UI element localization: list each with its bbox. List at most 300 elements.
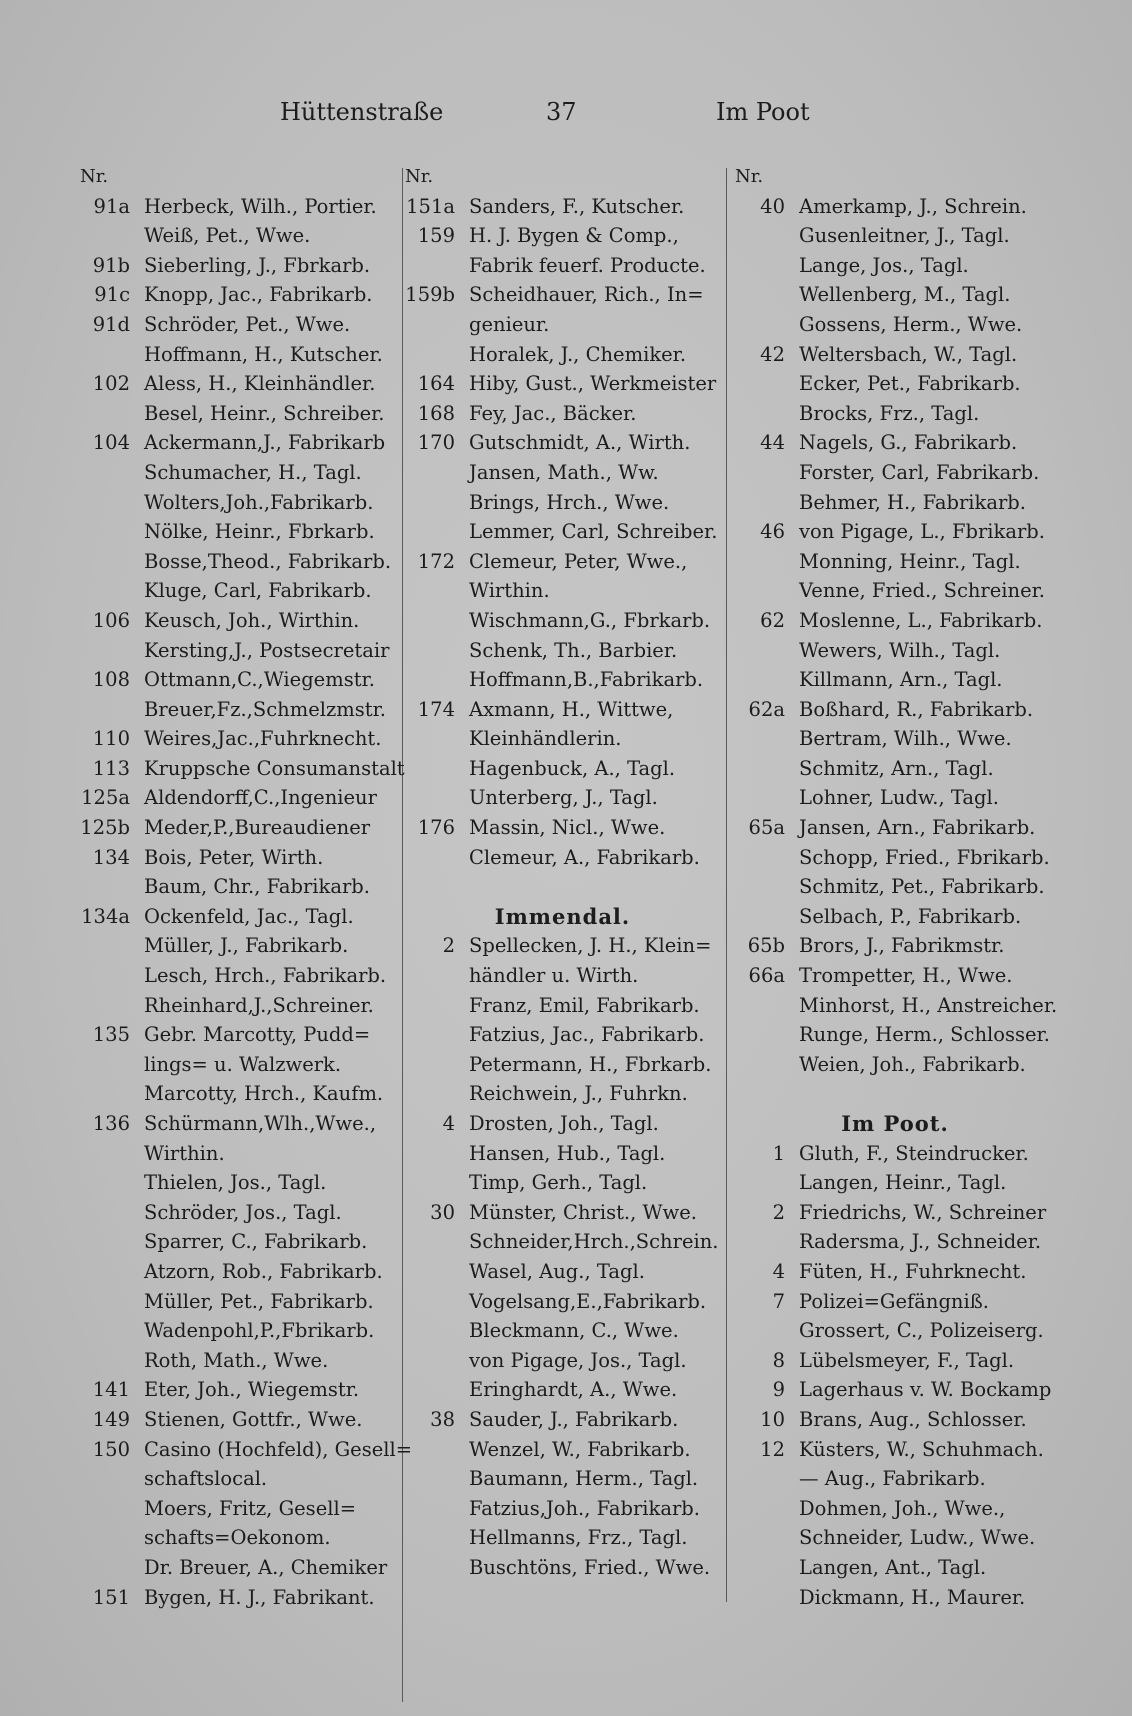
directory-entry	[735, 606, 1055, 636]
resident-name: Hansen, Hub., Tagl.	[469, 1141, 666, 1165]
house-number: 159	[417, 224, 455, 248]
resident-name: Wirthin.	[469, 579, 550, 603]
directory-entry	[405, 1227, 720, 1257]
directory-entry	[80, 961, 395, 991]
resident-name: Atzorn, Rob., Fabrikarb.	[144, 1259, 383, 1283]
directory-entry	[405, 1020, 720, 1050]
resident-name: Bosse,Theod., Fabrikarb.	[144, 549, 392, 573]
resident-name: Lübelsmeyer, F., Tagl.	[799, 1348, 1015, 1372]
directory-entry	[735, 1198, 1055, 1228]
directory-entry	[405, 576, 720, 606]
resident-name: Moers, Fritz, Gesell=	[144, 1496, 357, 1520]
resident-name: Schröder, Jos., Tagl.	[144, 1200, 342, 1224]
resident-name: Aldendorff,C.,Ingenieur	[144, 786, 377, 810]
directory-entry	[405, 1109, 720, 1139]
resident-name: Schopp, Fried., Fbrikarb.	[799, 845, 1050, 869]
house-number: 151	[92, 1585, 130, 1609]
resident-name: Baum, Chr., Fabrikarb.	[144, 875, 370, 899]
directory-entry	[405, 1346, 720, 1376]
resident-name: Bois, Peter, Wirth.	[144, 845, 324, 869]
directory-entry	[735, 1464, 1055, 1494]
directory-entry	[405, 458, 720, 488]
house-number: 10	[760, 1407, 785, 1431]
resident-name: Dohmen, Joh., Wwe.,	[799, 1496, 1006, 1520]
house-number: 136	[92, 1112, 130, 1135]
resident-name: Gebr. Marcotty, Pudd=	[144, 1023, 371, 1047]
resident-name: Gossens, Herm., Wwe.	[799, 312, 1023, 336]
resident-name: schaftslocal.	[144, 1467, 268, 1491]
house-number: 2	[442, 934, 455, 958]
directory-entry	[735, 1435, 1055, 1465]
resident-name: Schneider, Ludw., Wwe.	[799, 1526, 1036, 1550]
running-head-street-end: Im Poot	[716, 98, 810, 126]
directory-entry	[80, 606, 395, 636]
directory-entry	[80, 754, 405, 784]
directory-entry	[80, 1316, 395, 1346]
house-number: 8	[772, 1348, 785, 1372]
resident-name: Kersting,J., Postsecretair	[144, 638, 390, 662]
directory-entry	[405, 1287, 720, 1317]
directory-entry	[80, 251, 395, 281]
resident-name: Boßhard, R., Fabrikarb.	[799, 697, 1034, 721]
house-number: 170	[417, 431, 455, 455]
directory-entry	[735, 547, 1055, 577]
resident-name: Langen, Heinr., Tagl.	[799, 1171, 1007, 1195]
resident-name: Brors, J., Fabrikmstr.	[799, 934, 1005, 958]
resident-name: Marcotty, Hrch., Kaufm.	[144, 1082, 384, 1106]
directory-entry	[80, 1109, 395, 1139]
resident-name: von Pigage, L., Fbrikarb.	[799, 520, 1045, 544]
resident-name: Kruppsche Consumanstalt	[144, 756, 405, 780]
directory-entry	[735, 1494, 1055, 1524]
directory-entry	[405, 517, 720, 547]
directory-entry	[405, 340, 720, 370]
directory-column	[735, 162, 1058, 1612]
resident-name: Münster, Christ., Wwe.	[469, 1200, 697, 1224]
directory-entry	[405, 280, 720, 310]
house-number: 1	[772, 1141, 785, 1165]
directory-entry	[80, 724, 395, 754]
directory-entry	[735, 369, 1055, 399]
directory-entry	[405, 754, 720, 784]
directory-entry	[80, 1435, 413, 1465]
directory-entry	[405, 1050, 720, 1080]
resident-name: Küsters, W., Schuhmach.	[799, 1437, 1044, 1461]
directory-entry	[80, 1050, 395, 1080]
directory-entry	[735, 399, 1055, 429]
resident-name: Ottmann,C.,Wiegemstr.	[144, 668, 375, 692]
directory-entry	[405, 221, 720, 251]
house-number: 113	[92, 756, 130, 780]
resident-name: Schröder, Pet., Wwe.	[144, 312, 351, 336]
resident-name: Killmann, Arn., Tagl.	[799, 668, 1003, 692]
resident-name: Schumacher, H., Tagl.	[144, 460, 362, 484]
house-number: 12	[760, 1437, 785, 1461]
directory-entry	[80, 1168, 395, 1198]
resident-name: schafts=Oekonom.	[144, 1526, 331, 1550]
directory-entry	[735, 665, 1055, 695]
resident-name: Brans, Aug., Schlosser.	[799, 1407, 1027, 1431]
resident-name: Sauder, J., Fabrikarb.	[469, 1407, 679, 1431]
resident-name: Dr. Breuer, A., Chemiker	[144, 1555, 388, 1579]
directory-entry	[80, 1375, 395, 1405]
resident-name: Nölke, Heinr., Fbrkarb.	[144, 520, 375, 544]
resident-name: Lagerhaus v. W. Bockamp	[799, 1378, 1052, 1402]
column-number-header	[80, 162, 395, 192]
resident-name: händler u. Wirth.	[469, 964, 639, 988]
house-number: 65a	[748, 816, 785, 840]
resident-name: Lesch, Hrch., Fabrikarb.	[144, 964, 387, 988]
house-number: 4	[772, 1259, 785, 1283]
house-number: 91a	[93, 194, 130, 218]
directory-entry	[405, 1168, 720, 1198]
resident-name: Unterberg, J., Tagl.	[469, 786, 658, 810]
house-number: 134a	[81, 904, 130, 928]
resident-name: Hoffmann,B.,Fabrikarb.	[469, 668, 704, 692]
directory-entry	[735, 813, 1055, 843]
house-number: 91d	[92, 312, 130, 336]
resident-name: Clemeur, A., Fabrikarb.	[469, 845, 700, 869]
resident-name: Herbeck, Wilh., Portier.	[144, 194, 377, 218]
directory-entry	[80, 399, 395, 429]
directory-entry	[80, 1020, 395, 1050]
directory-entry	[80, 843, 395, 873]
resident-name: Jansen, Arn., Fabrikarb.	[799, 816, 1036, 840]
house-number: 65b	[747, 934, 785, 958]
resident-name: Schmitz, Arn., Tagl.	[799, 756, 994, 780]
directory-entry	[735, 1346, 1055, 1376]
directory-entry	[735, 872, 1055, 902]
directory-entry	[735, 1020, 1055, 1050]
resident-name: Amerkamp, J., Schrein.	[799, 194, 1027, 218]
resident-name: H. J. Bygen & Comp.,	[469, 224, 679, 248]
resident-name: Wewers, Wilh., Tagl.	[799, 638, 1001, 662]
house-number: 46	[760, 520, 785, 544]
house-number: 91b	[92, 253, 130, 277]
directory-entry	[735, 310, 1055, 340]
directory-entry	[80, 1523, 395, 1553]
resident-name: Behmer, H., Fabrikarb.	[799, 490, 1026, 514]
directory-entry	[80, 783, 395, 813]
house-number: 125b	[80, 816, 130, 840]
house-number: 125a	[81, 786, 130, 810]
resident-name: Gusenleitner, J., Tagl.	[799, 224, 1010, 248]
resident-name: Fatzius,Joh., Fabrikarb.	[469, 1496, 700, 1520]
directory-entry	[80, 1139, 395, 1169]
house-number: 30	[430, 1200, 455, 1224]
directory-entry	[735, 1227, 1055, 1257]
house-number: 176	[417, 816, 455, 840]
spacer	[735, 1079, 1055, 1109]
directory-entry	[405, 1257, 720, 1287]
directory-entry	[80, 1346, 395, 1376]
resident-name: Fatzius, Jac., Fabrikarb.	[469, 1023, 705, 1047]
resident-name: Runge, Herm., Schlosser.	[799, 1023, 1050, 1047]
directory-entry	[80, 931, 395, 961]
page-number: 37	[546, 98, 577, 126]
directory-entry	[80, 1079, 395, 1109]
directory-entry	[80, 695, 395, 725]
directory-entry	[405, 665, 720, 695]
resident-name: Brocks, Frz., Tagl.	[799, 401, 980, 425]
directory-entry	[405, 1198, 720, 1228]
directory-entry	[80, 636, 395, 666]
directory-entry	[80, 369, 395, 399]
column-number-label: Nr.	[735, 166, 764, 187]
resident-name: Forster, Carl, Fabrikarb.	[799, 460, 1040, 484]
directory-entry	[735, 1316, 1055, 1346]
column-rule	[402, 168, 403, 1702]
resident-name: von Pigage, Jos., Tagl.	[469, 1348, 687, 1372]
directory-entry	[735, 991, 1058, 1021]
house-number: 108	[92, 668, 130, 692]
resident-name: Hoffmann, H., Kutscher.	[144, 342, 383, 366]
resident-name: Wolters,Joh.,Fabrikarb.	[144, 490, 374, 514]
directory-entry	[80, 428, 395, 458]
column-rule	[726, 168, 727, 1602]
house-number: 4	[442, 1112, 455, 1135]
resident-name: Hiby, Gust., Werkmeister	[469, 372, 717, 396]
resident-name: Aless, H., Kleinhändler.	[144, 372, 376, 396]
directory-entry	[80, 1583, 395, 1613]
house-number: 134	[92, 845, 130, 869]
directory-entry	[80, 1464, 395, 1494]
resident-name: Clemeur, Peter, Wwe.,	[469, 549, 688, 573]
resident-name: Wischmann,G., Fbrkarb.	[469, 608, 711, 632]
running-head-street: Hüttenstraße	[280, 98, 444, 126]
directory-entry	[405, 695, 720, 725]
directory-entry	[735, 1405, 1055, 1435]
house-number: 9	[772, 1378, 785, 1402]
directory-entry	[735, 1375, 1055, 1405]
resident-name: Füten, H., Fuhrknecht.	[799, 1259, 1027, 1283]
directory-entry	[80, 280, 395, 310]
directory-entry	[80, 902, 395, 932]
directory-entry	[80, 310, 395, 340]
resident-name: Monning, Heinr., Tagl.	[799, 549, 1021, 573]
directory-entry	[405, 636, 720, 666]
resident-name: Ockenfeld, Jac., Tagl.	[144, 904, 354, 928]
directory-entry	[80, 665, 395, 695]
directory-entry	[80, 547, 395, 577]
directory-entry	[80, 517, 395, 547]
resident-name: Bertram, Wilh., Wwe.	[799, 727, 1012, 751]
directory-entry	[405, 1316, 720, 1346]
resident-name: Horalek, J., Chemiker.	[469, 342, 687, 366]
directory-entry	[735, 695, 1055, 725]
directory-entry	[405, 251, 720, 281]
section-heading: Immendal.	[494, 903, 631, 929]
house-number: 141	[92, 1378, 130, 1402]
resident-name: Moslenne, L., Fabrikarb.	[799, 608, 1043, 632]
directory-entry	[405, 547, 720, 577]
resident-name: Sanders, F., Kutscher.	[469, 194, 685, 218]
resident-name: Knopp, Jac., Fabrikarb.	[144, 283, 373, 307]
directory-entry	[735, 1139, 1055, 1169]
directory-entry	[80, 192, 395, 222]
directory-entry	[405, 1553, 720, 1583]
directory-entry	[80, 1198, 395, 1228]
resident-name: Ecker, Pet., Fabrikarb.	[799, 372, 1021, 396]
directory-entry	[405, 1435, 720, 1465]
resident-name: Reichwein, J., Fuhrkn.	[469, 1082, 688, 1106]
resident-name: Thielen, Jos., Tagl.	[144, 1171, 327, 1195]
directory-entry	[405, 1405, 720, 1435]
house-number: 149	[92, 1407, 130, 1431]
resident-name: Breuer,Fz.,Schmelzmstr.	[144, 697, 386, 721]
resident-name: Weltersbach, W., Tagl.	[799, 342, 1018, 366]
directory-entry	[80, 1553, 395, 1583]
directory-entry	[405, 1464, 720, 1494]
house-number: 135	[92, 1023, 130, 1047]
column-number-header	[735, 162, 1055, 192]
directory-entry	[735, 192, 1055, 222]
house-number: 168	[417, 401, 455, 425]
directory-entry	[735, 1050, 1055, 1080]
house-number: 42	[760, 342, 785, 366]
resident-name: Müller, J., Fabrikarb.	[144, 934, 349, 958]
directory-entry	[405, 428, 720, 458]
resident-name: Kleinhändlerin.	[469, 727, 622, 751]
directory-entry	[80, 1405, 395, 1435]
directory-entry	[735, 517, 1055, 547]
resident-name: Vogelsang,E.,Fabrikarb.	[469, 1289, 707, 1313]
resident-name: Kluge, Carl, Fabrikarb.	[144, 579, 372, 603]
directory-entry	[405, 1079, 720, 1109]
resident-name: Petermann, H., Fbrkarb.	[469, 1052, 712, 1076]
resident-name: Franz, Emil, Fabrikarb.	[469, 993, 700, 1017]
resident-name: Scheidhauer, Rich., In=	[469, 283, 704, 307]
directory-entry	[405, 369, 720, 399]
resident-name: Hagenbuck, A., Tagl.	[469, 756, 676, 780]
resident-name: Sparrer, C., Fabrikarb.	[144, 1230, 368, 1254]
resident-name: Spellecken, J. H., Klein=	[469, 934, 712, 958]
directory-entry	[405, 843, 720, 873]
resident-name: Selbach, P., Fabrikarb.	[799, 904, 1022, 928]
directory-entry	[735, 931, 1055, 961]
resident-name: Bleckmann, C., Wwe.	[469, 1319, 679, 1343]
resident-name: Müller, Pet., Fabrikarb.	[144, 1289, 374, 1313]
directory-entry	[80, 1257, 395, 1287]
directory-entry	[735, 636, 1055, 666]
house-number: 110	[92, 727, 130, 751]
directory-entry	[80, 813, 395, 843]
house-number: 174	[417, 697, 455, 721]
directory-entry	[735, 280, 1055, 310]
resident-name: Lemmer, Carl, Schreiber.	[469, 520, 718, 544]
resident-name: Wirthin.	[144, 1141, 225, 1165]
directory-entry	[80, 340, 395, 370]
directory-entry	[735, 458, 1055, 488]
directory-entry	[405, 991, 720, 1021]
resident-name: Gutschmidt, A., Wirth.	[469, 431, 691, 455]
directory-entry	[735, 1553, 1055, 1583]
house-number: 164	[417, 372, 455, 396]
resident-name: Schneider,Hrch.,Schrein.	[469, 1230, 719, 1254]
resident-name: Schenk, Th., Barbier.	[469, 638, 678, 662]
directory-entry	[80, 1227, 395, 1257]
resident-name: Ackermann,J., Fabrikarb	[144, 431, 386, 455]
resident-name: genieur.	[469, 312, 550, 336]
resident-name: Eringhardt, A., Wwe.	[469, 1378, 678, 1402]
directory-entry	[405, 1494, 720, 1524]
house-number: 150	[92, 1437, 130, 1461]
directory-entry	[80, 1494, 395, 1524]
house-number: 66a	[748, 964, 785, 988]
resident-name: Keusch, Joh., Wirthin.	[144, 608, 360, 632]
directory-entry	[405, 961, 720, 991]
directory-entry	[405, 813, 720, 843]
resident-name: Hellmanns, Frz., Tagl.	[469, 1526, 688, 1550]
resident-name: Wadenpohl,P.,Fbrikarb.	[144, 1319, 375, 1343]
directory-entry	[80, 872, 395, 902]
directory-entry	[405, 783, 720, 813]
resident-name: Jansen, Math., Ww.	[469, 460, 659, 484]
directory-entry	[80, 991, 395, 1021]
house-number: 62	[760, 608, 785, 632]
resident-name: Grossert, C., Polizeiserg.	[799, 1319, 1044, 1343]
resident-name: Roth, Math., Wwe.	[144, 1348, 329, 1372]
resident-name: Weien, Joh., Fabrikarb.	[799, 1052, 1026, 1076]
directory-entry	[735, 1523, 1055, 1553]
directory-entry	[735, 251, 1055, 281]
resident-name: Trompetter, H., Wwe.	[799, 964, 1013, 988]
resident-name: Schmitz, Pet., Fabrikarb.	[799, 875, 1045, 899]
section-heading: Im Poot.	[841, 1111, 949, 1136]
resident-name: Axmann, H., Wittwe,	[469, 697, 674, 721]
resident-name: Dickmann, H., Maurer.	[799, 1585, 1026, 1609]
house-number: 151a	[406, 194, 455, 218]
resident-name: Radersma, J., Schneider.	[799, 1230, 1042, 1254]
resident-name: Venne, Fried., Schreiner.	[799, 579, 1046, 603]
directory-entry	[80, 458, 395, 488]
directory-entry	[735, 1257, 1055, 1287]
resident-name: Massin, Nicl., Wwe.	[469, 816, 666, 840]
directory-entry	[80, 221, 395, 251]
directory-entry	[735, 1583, 1055, 1613]
directory-entry	[735, 783, 1055, 813]
directory-entry	[735, 724, 1055, 754]
resident-name: Eter, Joh., Wiegemstr.	[144, 1378, 360, 1402]
resident-name: Lohner, Ludw., Tagl.	[799, 786, 999, 810]
resident-name: Baumann, Herm., Tagl.	[469, 1467, 699, 1491]
directory-entry	[735, 428, 1055, 458]
resident-name: Nagels, G., Fabrikarb.	[799, 431, 1018, 455]
directory-entry	[405, 399, 720, 429]
resident-name: Langen, Ant., Tagl.	[799, 1555, 987, 1579]
resident-name: Fey, Jac., Bäcker.	[469, 401, 637, 425]
column-number-label: Nr.	[80, 166, 109, 187]
directory-entry	[735, 902, 1055, 932]
directory-entry	[735, 843, 1055, 873]
house-number: 62a	[748, 697, 785, 721]
resident-name: Wenzel, W., Fabrikarb.	[469, 1437, 691, 1461]
house-number: 7	[772, 1289, 785, 1313]
resident-name: Drosten, Joh., Tagl.	[469, 1112, 659, 1135]
resident-name: Schürmann,Wlh.,Wwe.,	[144, 1112, 377, 1135]
directory-entry	[80, 576, 395, 606]
directory-entry	[405, 1139, 720, 1169]
directory-entry	[80, 488, 395, 518]
house-number: 102	[92, 372, 130, 396]
resident-name: Bygen, H. J., Fabrikant.	[144, 1585, 375, 1609]
house-number: 38	[430, 1407, 455, 1431]
resident-name: Gluth, F., Steindrucker.	[799, 1141, 1029, 1165]
resident-name: Wellenberg, M., Tagl.	[799, 283, 1011, 307]
resident-name: Wasel, Aug., Tagl.	[469, 1259, 645, 1283]
resident-name: Lange, Jos., Tagl.	[799, 253, 969, 277]
resident-name: Brings, Hrch., Wwe.	[469, 490, 670, 514]
